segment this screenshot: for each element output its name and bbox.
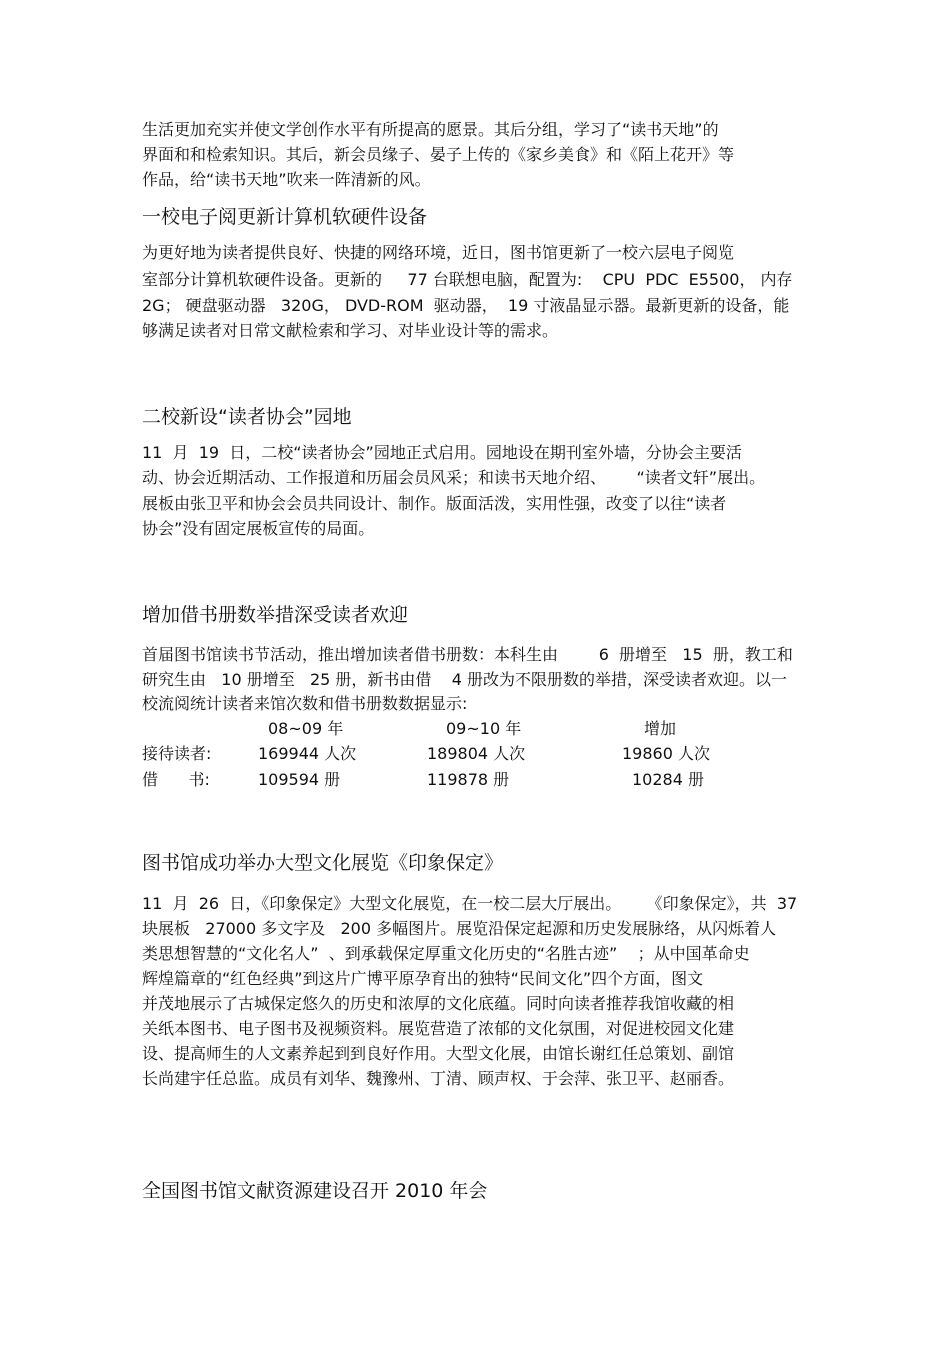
table-cell: 119878 册: [427, 770, 510, 789]
section-line: 动、协会近期活动、工作报道和历届会员风采；和读书天地介绍、 “读者文轩”展出。: [142, 468, 766, 487]
section-line: 关纸本图书、电子图书及视频资料。展览营造了浓郁的文化氛围，对促进校园文化建: [142, 1019, 735, 1038]
section-line: 长尚建宇任总监。成员有刘华、魏豫州、丁清、顾声权、于会萍、张卫平、赵丽香。: [142, 1069, 735, 1088]
section-line: 类思想智慧的“文化名人” 、到承载保定厚重文化历史的“名胜古迹” ；从中国革命史: [142, 944, 750, 963]
section-line: 2G； 硬盘驱动器 320G， DVD-ROM 驱动器， 19 寸液晶显示器。最新更新的设备，能: [142, 296, 790, 315]
section-line: 设、提高师生的人文素养起到到良好作用。大型文化展，由馆长谢红任总策划、副馆: [142, 1044, 735, 1063]
section-line: 并茂地展示了古城保定悠久的历史和浓厚的文化底蕴。同时向读者推荐我馆收藏的相: [142, 994, 735, 1013]
table-cell: 169944 人次: [258, 744, 357, 763]
section-title: 一校电子阅更新计算机软硬件设备: [142, 206, 428, 228]
intro-line: 生活更加充实并使文学创作水平有所提高的愿景。其后分组，学习了“读书天地”的: [142, 120, 719, 139]
table-header-cell: 增加: [644, 719, 677, 738]
section-line: 协会”没有固定展板宣传的局面。: [142, 519, 375, 538]
section-line: 室部分计算机软硬件设备。更新的 77 台联想电脑，配置为: CPU PDC E5500， 内存: [142, 270, 793, 289]
table-row-label: 接待读者:: [142, 744, 212, 763]
intro-line: 作品，给“读书天地”吹来一阵清新的风。: [142, 170, 431, 189]
intro-line: 界面和和检索知识。其后，新会员缘子、晏子上传的《家乡美食》和《陌上花开》等: [142, 145, 735, 164]
section-line: 展板由张卫平和协会会员共同设计、制作。版面活泼，实用性强，改变了以往“读者: [142, 494, 727, 513]
section-line: 块展板 27000 多文字及 200 多幅图片。展览沿保定起源和历史发展脉络，从闪烁着人: [142, 919, 777, 938]
table-row-label: 借 书:: [142, 770, 210, 789]
section-line: 研究生由 10 册增至 25 册，新书由借 4 册改为不限册数的举措，深受读者欢迎。以一: [142, 670, 788, 689]
section-title: 二校新设“读者协会”园地: [142, 406, 352, 428]
section-line: 11 月 26 日，《印象保定》大型文化展览，在一校二层大厅展出。 《印象保定》，共 37: [142, 894, 798, 913]
table-header-cell: 09~10 年: [446, 719, 522, 738]
section-line: 11 月 19 日，二校“读者协会”园地正式启用。园地设在期刊室外墙，分协会主要活: [142, 443, 742, 462]
section-title: 全国图书馆文献资源建设召开 2010 年会: [142, 1180, 488, 1202]
section-line: 校流阅统计读者来馆次数和借书册数数据显示:: [142, 694, 468, 713]
table-cell: 109594 册: [258, 770, 341, 789]
table-cell: 10284 册: [632, 770, 704, 789]
table-header-cell: 08~09 年: [268, 719, 344, 738]
section-line: 够满足读者对日常文献检索和学习、对毕业设计等的需求。: [142, 321, 559, 340]
table-cell: 189804 人次: [427, 744, 526, 763]
section-line: 为更好地为读者提供良好、快捷的网络环境，近日，图书馆更新了一校六层电子阅览: [142, 243, 735, 262]
section-line: 首届图书馆读书节活动，推出增加读者借书册数：本科生由 6 册增至 15 册，教工和: [142, 645, 793, 664]
table-cell: 19860 人次: [622, 744, 710, 763]
section-title: 增加借书册数举措深受读者欢迎: [142, 604, 409, 626]
section-title: 图书馆成功举办大型文化展览《印象保定》: [142, 852, 504, 874]
section-line: 辉煌篇章的“红色经典”到这片广博平原孕育出的独特“民间文化”四个方面，图文: [142, 969, 704, 988]
